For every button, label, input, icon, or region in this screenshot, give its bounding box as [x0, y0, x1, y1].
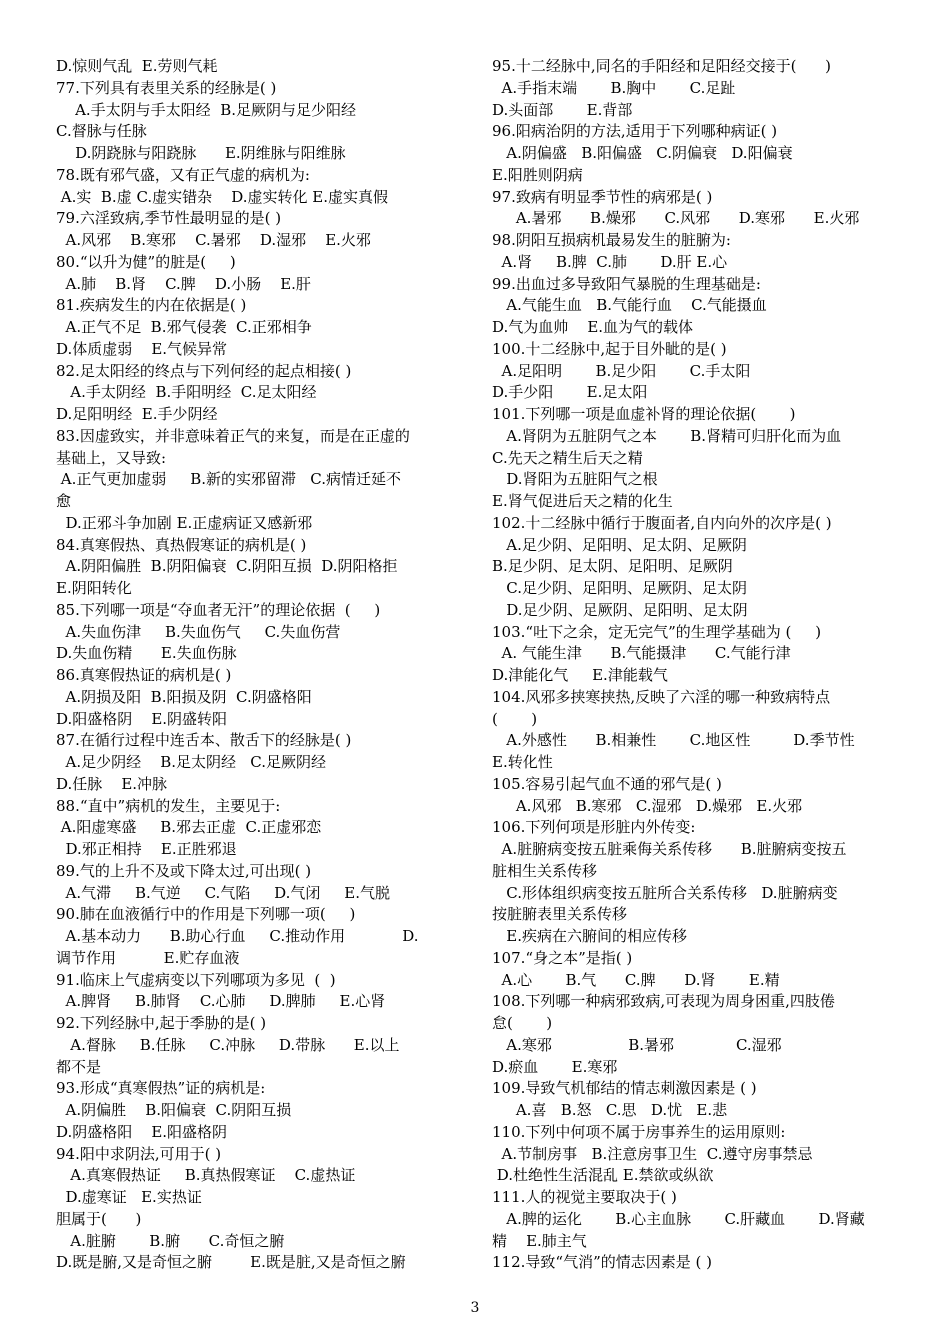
- text-line: 92.下列经脉中,起于季胁的是( ): [56, 1014, 267, 1032]
- text-line: 86.真寒假热证的病机是( ): [56, 666, 232, 684]
- text-line: 怠( ): [492, 1014, 553, 1032]
- text-line: D.体质虚弱 E.气候异常: [56, 339, 228, 358]
- text-line: C.督脉与任脉: [56, 122, 147, 141]
- text-line: A.基本动力 B.助心行血 C.推动作用 D.: [56, 927, 419, 945]
- text-line: D.瘀血 E.寒邪: [492, 1057, 618, 1076]
- text-line: A.喜 B.怒 C.思 D.忧 E.悲: [492, 1101, 728, 1119]
- text-line: A.阴偏盛 B.阳偏盛 C.阴偏衰 D.阳偏衰: [492, 144, 793, 162]
- text-line: 按脏腑表里关系传移: [492, 905, 628, 924]
- text-line: 105.容易引起气血不通的邪气是( ): [492, 774, 722, 793]
- text-line: 93.形成“真寒假热”证的病机是:: [56, 1079, 266, 1098]
- text-line: A.节制房事 B.注意房事卫生 C.遵守房事禁忌: [492, 1144, 813, 1163]
- text-line: 78.既有邪气盛，又有正气虚的病机为:: [56, 165, 310, 184]
- text-line: A.督脉 B.任脉 C.冲脉 D.带脉 E.以上: [56, 1035, 400, 1054]
- text-line: A.肾阴为五脏阴气之本 B.肾精可归肝化而为血: [492, 426, 842, 445]
- text-line: D.阴盛格阳 E.阳盛格阴: [56, 1122, 228, 1141]
- text-line: 77.下列具有表里关系的经脉是( ): [56, 78, 277, 97]
- text-line: D.阳盛格阴 E.阴盛转阳: [56, 709, 228, 728]
- text-line: D.失血伤精 E.失血伤脉: [56, 644, 237, 663]
- text-line: D.杜绝性生活混乱 E.禁欲或纵欲: [492, 1166, 714, 1185]
- text-line: 112.导致“气消”的情志因素是 ( ): [492, 1253, 712, 1272]
- text-line: 胆属于( ): [56, 1209, 142, 1228]
- text-line: 106.下列何项是形脏内外传变:: [492, 818, 696, 837]
- text-line: 调节作用 E.贮存血液: [56, 948, 240, 967]
- text-line: D.津能化气 E.津能载气: [492, 666, 668, 684]
- text-line: E.肾气促进后天之精的化生: [492, 492, 673, 510]
- text-line: A.外感性 B.相兼性 C.地区性 D.季节性: [492, 731, 855, 750]
- text-line: 基础上，又导致:: [56, 448, 167, 467]
- text-line: E.疾病在六腑间的相应传移: [492, 927, 688, 945]
- text-line: 104.风邪多挟寒挟热,反映了六淫的哪一种致病特点: [492, 687, 831, 706]
- text-line: A.实 B.虚 C.虚实错杂 D.虚实转化 E.虚实真假: [56, 187, 388, 206]
- text-line: D.足少阴、足厥阴、足阳明、足太阴: [492, 600, 748, 619]
- left-column: [56, 56, 468, 1274]
- text-line: A.气滞 B.气逆 C.气陷 D.气闭 E.气脱: [56, 883, 390, 902]
- text-line: A.阴偏胜 B.阳偏衰 C.阴阳互损: [56, 1101, 292, 1119]
- text-line: A. 气能生津 B.气能摄津 C.气能行津: [492, 644, 791, 663]
- text-line: C.形体组织病变按五脏所合关系传移 D.脏腑病变: [492, 883, 838, 902]
- text-line: A.手指末端 B.胸中 C.足趾: [492, 78, 736, 97]
- text-line: 81.疾病发生的内在依据是( ): [56, 296, 247, 315]
- text-line: 79.六淫致病,季节性最明显的是( ): [56, 209, 282, 228]
- text-line: 101.下列哪一项是血虚补肾的理论依据( ): [492, 405, 796, 423]
- text-line: 94.阳中求阴法,可用于( ): [56, 1144, 222, 1163]
- text-line: D.惊则气乱 E.劳则气耗: [56, 57, 218, 75]
- text-line: 83.因虚致实，并非意味着正气的来复，而是在正虚的: [56, 426, 410, 445]
- text-line: A.正气更加虚弱 B.新的实邪留滞 C.病情迁延不: [56, 470, 402, 489]
- right-column: [492, 56, 904, 1274]
- text-line: A.脏腑病变按五脏乘侮关系传移 B.脏腑病变按五: [492, 840, 847, 858]
- text-line: 84.真寒假热、真热假寒证的病机是( ): [56, 535, 307, 554]
- text-line: D.任脉 E.冲脉: [56, 774, 168, 793]
- text-line: E.阳胜则阴病: [492, 165, 583, 184]
- text-line: 89.气的上升不及或下降太过,可出现( ): [56, 861, 312, 880]
- text-line: B.足少阴、足太阴、足阳明、足厥阴: [492, 557, 733, 576]
- text-line: 80.“以升为健”的脏是( ): [56, 252, 236, 271]
- text-line: 85.下列哪一项是“夺血者无汗”的理论依据 ( ): [56, 600, 381, 619]
- text-line: E.转化性: [492, 753, 553, 771]
- text-line: A.脾肾 B.肺肾 C.心肺 D.脾肺 E.心肾: [56, 992, 386, 1011]
- text-line: A.脏腑 B.腑 C.奇恒之腑: [56, 1231, 285, 1250]
- text-line: 107.“身之本”是指( ): [492, 948, 633, 967]
- text-line: A.足少阴、足阳明、足太阴、足厥阴: [492, 535, 747, 554]
- text-line: D.阴跷脉与阳跷脉 E.阴维脉与阳维脉: [56, 144, 346, 162]
- text-line: A.阴损及阳 B.阳损及阴 C.阴盛格阳: [56, 687, 312, 706]
- text-line: 95.十二经脉中,同名的手阳经和足阳经交接于( ): [492, 57, 831, 75]
- text-line: D.既是腑,又是奇恒之腑 E.既是脏,又是奇恒之腑: [56, 1253, 406, 1272]
- text-line: 103.“吐下之余，定无完气”的生理学基础为 ( ): [492, 622, 822, 641]
- text-line: A.足阳明 B.足少阳 C.手太阳: [492, 361, 751, 380]
- text-line: A.脾的运化 B.心主血脉 C.肝藏血 D.肾藏: [492, 1209, 865, 1228]
- text-line: A.正气不足 B.邪气侵袭 C.正邪相争: [56, 318, 312, 336]
- text-line: 111.人的视觉主要取决于( ): [492, 1188, 677, 1206]
- text-line: A.风邪 B.寒邪 C.湿邪 D.燥邪 E.火邪: [492, 796, 803, 815]
- text-line: 99.出血过多导致阳气暴脱的生理基础是:: [492, 274, 761, 293]
- text-line: A.寒邪 B.暑邪 C.湿邪: [492, 1035, 782, 1054]
- text-line: A.肺 B.肾 C.脾 D.小肠 E.肝: [56, 274, 311, 293]
- text-line: A.气能生血 B.气能行血 C.气能摄血: [492, 296, 767, 315]
- text-line: C.先天之精生后天之精: [492, 448, 643, 467]
- text-line: A.手太阴经 B.手阳明经 C.足太阳经: [56, 383, 317, 402]
- text-line: 90.肺在血液循行中的作用是下列哪一项( ): [56, 905, 356, 924]
- text-line: 91.临床上气虚病变以下列哪项为多见 ( ): [56, 970, 336, 989]
- text-line: 88.“直中”病机的发生，主要见于:: [56, 796, 281, 815]
- text-line: A.失血伤津 B.失血伤气 C.失血伤营: [56, 622, 341, 641]
- text-line: 100.十二经脉中,起于目外眦的是( ): [492, 339, 727, 358]
- text-line: D.头面部 E.背部: [492, 100, 633, 119]
- text-line: D.邪正相持 E.正胜邪退: [56, 840, 237, 858]
- text-line: 110.下列中何项不属于房事养生的运用原则:: [492, 1122, 786, 1141]
- text-line: 精 E.肺主气: [492, 1231, 587, 1250]
- text-line: A.风邪 B.寒邪 C.暑邪 D.湿邪 E.火邪: [56, 231, 371, 249]
- text-line: D.虚寒证 E.实热证: [56, 1188, 202, 1206]
- text-line: D.肾阳为五脏阳气之根: [492, 470, 658, 489]
- text-line: 98.阴阳互损病机最易发生的脏腑为:: [492, 231, 731, 249]
- text-line: D.气为血帅 E.血为气的载体: [492, 318, 694, 336]
- text-line: 87.在循行过程中连舌本、散舌下的经脉是( ): [56, 731, 352, 750]
- text-line: D.足阳明经 E.手少阴经: [56, 405, 218, 423]
- text-line: ( ): [492, 709, 538, 728]
- text-line: 都不是: [56, 1057, 102, 1076]
- text-line: A.阳虚寒盛 B.邪去正虚 C.正虚邪恋: [56, 818, 322, 837]
- text-line: E.阴阳转化: [56, 579, 132, 597]
- text-line: A.肾 B.脾 C.肺 D.肝 E.心: [492, 252, 728, 271]
- page-number: 3: [470, 1300, 480, 1316]
- text-line: 脏相生关系传移: [492, 861, 598, 880]
- text-line: 109.导致气机郁结的情志刺激因素是 ( ): [492, 1079, 757, 1098]
- text-line: 愈: [56, 492, 72, 510]
- text-line: A.阴阳偏胜 B.阴阳偏衰 C.阴阳互损 D.阴阳格拒: [56, 557, 398, 576]
- text-line: 97.致病有明显季节性的病邪是( ): [492, 187, 713, 206]
- text-line: D.手少阳 E.足太阳: [492, 383, 648, 402]
- text-line: A.真寒假热证 B.真热假寒证 C.虚热证: [56, 1166, 356, 1185]
- text-line: A.暑邪 B.燥邪 C.风邪 D.寒邪 E.火邪: [492, 209, 860, 228]
- text-line: 96.阳病治阴的方法,适用于下列哪种病证( ): [492, 122, 778, 141]
- text-line: 108.下列哪一种病邪致病,可表现为周身困重,四肢倦: [492, 992, 835, 1011]
- text-line: A.手太阴与手太阳经 B.足厥阴与足少阳经: [56, 100, 357, 119]
- text-line: 102.十二经脉中循行于腹面者,自内向外的次序是( ): [492, 513, 832, 532]
- text-line: A.心 B.气 C.脾 D.肾 E.精: [492, 970, 780, 989]
- text-line: C.足少阴、足阳明、足厥阴、足太阴: [492, 579, 748, 597]
- text-line: D.正邪斗争加剧 E.正虚病证又感新邪: [56, 513, 313, 532]
- text-line: A.足少阴经 B.足太阴经 C.足厥阴经: [56, 753, 327, 771]
- text-line: 82.足太阳经的终点与下列何经的起点相接( ): [56, 361, 352, 380]
